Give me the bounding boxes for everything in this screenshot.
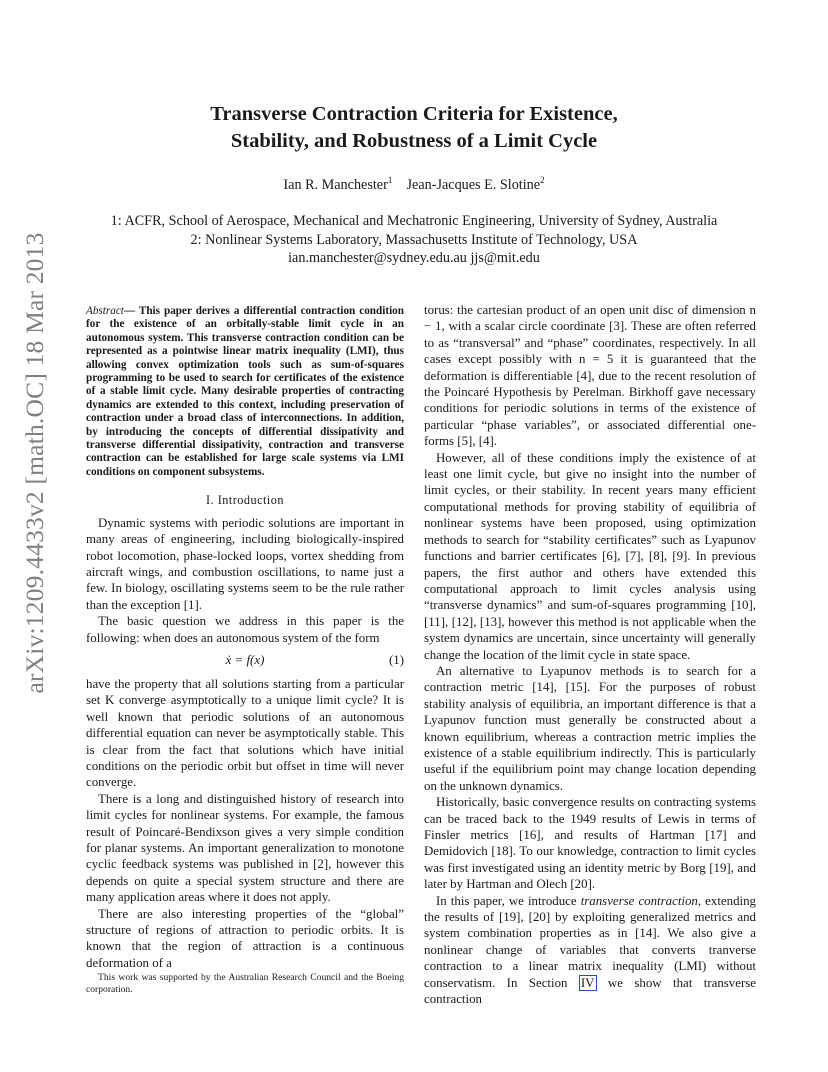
equation-expression: ẋ = f(x) <box>225 652 265 667</box>
paragraph: have the property that all solutions starting from a particular set K converge asymptotically to a unique limit cycle? It is well known that periodic solutions of an autonomous differential equation can never be asymptotically stable. This is clear from the fact that solutions which have initial conditions on the periodic orbit but offset in time will never converge. <box>86 676 404 790</box>
paragraph: There are also interesting properties of the “global” structure of regions of attraction to periodic orbits. It is known that the region of attraction is a continuous deformation of a <box>86 906 404 970</box>
affiliation-1: 1: ACFR, School of Aerospace, Mechanical and Mechatronic Engineering, University of Sydney, Australia <box>110 213 718 229</box>
equation-number: (1) <box>388 652 404 667</box>
paragraph: torus: the cartesian product of an open unit disc of dimension n − 1, with a scalar circle coordinate [3]. These are often referred to as “transversal” and “phase” coordinates, respectively. In all cases except possibly with n = 5 it is guaranteed that the deformation is differentiable [4], due to the recent resolution of the Poincaré Hypothesis by Perelman. Birkhoff gave necessary conditions for periodic solutions in terms of the existence of particular “phase variables”, or associated differential one-forms [5], [4]. <box>424 303 756 449</box>
author-1-mark: 1 <box>387 175 393 185</box>
paragraph: Historically, basic convergence results on contracting systems can be traced back to the 1949 results of Lewis in terms of Finsler metrics [16], and results of Hartman [17] and Demidovich [18]. To our knowledge, contraction to limit cycles was first investigated using an identity metric by Borg [19], and later by Hartman and Olech [20]. <box>424 795 756 892</box>
left-column <box>86 305 404 971</box>
equation-1 <box>86 650 404 672</box>
title-line-2: Stability, and Robustness of a Limit Cycle <box>230 130 598 152</box>
text-span: , extending the results of [19], [20] by exploiting generalized metrics and system combination properties as in [14]. We also give a nonlinear change of variables that converts tranverse contraction to a linear matrix inequality (LMI) without conservatism. In Section <box>424 893 757 990</box>
paragraph: There is a long and distinguished history of research into limit cycles for nonlinear systems. For example, the famous result of Poincaré-Bendixson gives a very simple condition for planar systems. An important generalization to monotone cyclic feedback systems was published in [2], however this depends on quite a special system structure and there are many application areas where it does not apply. <box>86 791 404 905</box>
author-line <box>0 175 828 194</box>
paragraph: Dynamic systems with periodic solutions are important in many areas of engineering, including biologically-inspired robot locomotion, phase-locked loops, vortex shedding from aircraft wings, and combustion oscillations, to name just a few. In biology, oscillating systems seem to be the rule rather than the exception [1]. <box>86 515 404 612</box>
paper-title <box>0 101 828 155</box>
arxiv-stamp-text: arXiv:1209.4433v2 [math.OC] 18 Mar 2013 <box>20 232 49 694</box>
footnote: This work was supported by the Australian Research Council and the Boeing corporation. <box>86 972 404 996</box>
text-span: we show that transverse contraction <box>424 975 756 1007</box>
emphasis: transverse contraction <box>580 893 698 908</box>
right-column <box>424 302 756 1007</box>
paragraph-last <box>424 893 756 1008</box>
text-span: In this paper, we introduce <box>436 893 581 908</box>
abstract <box>86 305 404 479</box>
paragraph: The basic question we address in this paper is the following: when does an autonomous system of the form <box>86 614 404 645</box>
paragraph: An alternative to Lyapunov methods is to search for a contraction metric [14], [15]. For the purposes of robust stability analysis of equilibria, an important difference is that a Lyapunov function must generally be constructed about a known equilibrium, whereas a contraction metric implies the existence of a stable equilibrium indirectly. This is particularly useful if the equilibrium point may change location depending on the unknown dynamics. <box>424 663 756 793</box>
section-heading: I. Introduction <box>206 493 284 508</box>
title-line-1: Transverse Contraction Criteria for Existence, <box>210 103 618 125</box>
author-2: Jean-Jacques E. Slotine <box>406 177 541 193</box>
abstract-text: — This paper derives a differential contraction condition for the existence of an orbitally-stable limit cycle in an autonomous system. This transverse contraction condition can be represented as a pointwise linear matrix inequality (LMI), thus allowing convex optimization tools such as sum-of-squares programming to be used to search for certificates of the existence of a stable limit cycle. Many desirable properties of contracting dynamics are extended to this context, including preservation of contraction under a broad class of interconnections. In addition, by introducing the concepts of differential dissipativity and transverse differential dissipativity, contraction and transverse contraction can be established for large scale systems via LMI conditions on component subsystems. <box>86 305 404 478</box>
author-1: Ian R. Manchester <box>283 177 388 193</box>
affiliations <box>0 212 828 268</box>
arxiv-stamp <box>14 232 56 694</box>
paragraph: However, all of these conditions imply the existence of at least one limit cycle, but give no insight into the number of limit cycles, or their stability. In recent years many efficient computational methods for proving stability of equilibria of nonlinear systems have been proposed, using optimization methods to search for “stability certificates” such as Lyapunov functions and barrier certificates [6], [7], [8], [9]. In previous papers, the first author and others have extended this computational approach to limit cycles analysis using “transverse dynamics” and sum-of-squares programming [10], [11], [12], [13], however this method is not applicable when the system dynamics are uncertain, since uncertainty will generally change the location of the limit cycle in state space. <box>424 450 756 662</box>
affiliation-2: 2: Nonlinear Systems Laboratory, Massachusetts Institute of Technology, USA <box>190 231 638 248</box>
section-link[interactable]: IV <box>580 975 595 990</box>
abstract-label: Abstract <box>86 305 124 317</box>
emails: ian.manchester@sydney.edu.au jjs@mit.edu <box>288 250 540 266</box>
author-2-mark: 2 <box>540 175 545 185</box>
